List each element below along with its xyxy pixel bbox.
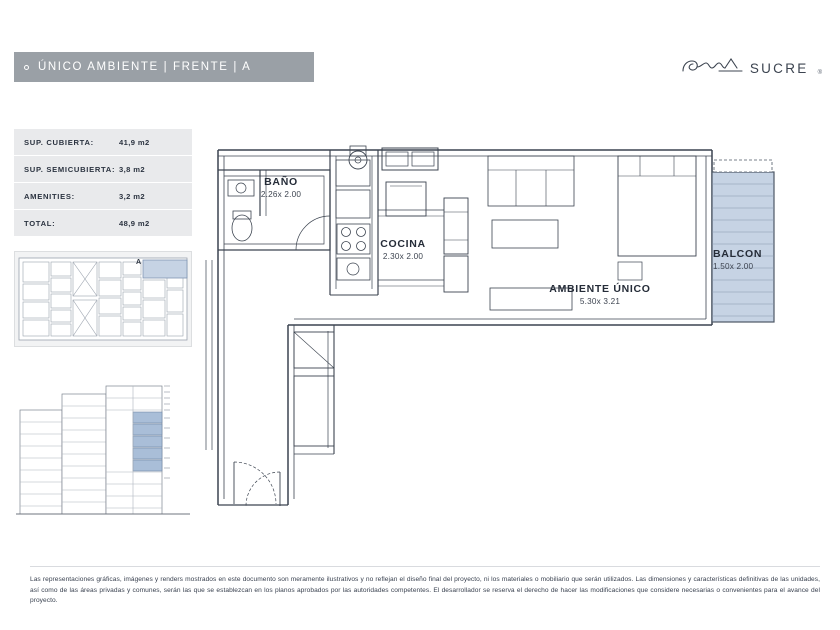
brand-name: SUCRE: [749, 61, 809, 76]
spec-label: AMENITIES:: [24, 191, 75, 201]
registered-mark: ®: [817, 70, 822, 76]
spec-value: 3,2 m2: [119, 191, 146, 201]
room-dimensions: 5.30x 3.21: [579, 297, 621, 307]
room-name: BALCON: [713, 248, 763, 260]
room-label-cocina: [358, 238, 448, 262]
table-row: [14, 156, 192, 183]
footer-divider: [30, 566, 820, 567]
room-dimensions: 2.30x 2.00: [382, 252, 424, 262]
table-row: [14, 183, 192, 210]
brand-logo: [681, 54, 822, 76]
room-name: COCINA: [380, 238, 426, 250]
brand-script-icon: [681, 54, 743, 76]
area-spec-table: [14, 128, 192, 237]
table-row: [14, 129, 192, 156]
table-row: [14, 210, 192, 237]
unit-header-bar: [14, 52, 314, 82]
room-label-ambiente-unico: [520, 283, 680, 307]
legal-disclaimer: Las representaciones gráficas, imágenes y renders mostrados en este documento son meramente ilustrativos y no reflejan el diseño final del proyecto, ni los materiales o mobiliario que serán utilizados. Las dimensiones y características definitivas de las unidades, así como de las áreas privadas y comunes, serán las que se establezcan en los planos aprobados por las autoridades competentes. El desarrollador se reserva el derecho de hacer las modificaciones que considere necesarias o convenientes para el avance del proyecto.: [30, 576, 820, 605]
room-name: AMBIENTE ÚNICO: [549, 283, 651, 295]
room-dimensions: 1.50x 2.00: [713, 262, 754, 272]
spec-value: 48,9 m2: [119, 218, 150, 228]
floor-keyplan: [14, 251, 192, 347]
spec-label: SUP. CUBIERTA:: [24, 137, 94, 147]
room-label-bano: [236, 176, 326, 200]
spec-value: 3,8 m2: [119, 164, 146, 174]
page-title: ÚNICO AMBIENTE | FRENTE | A: [38, 61, 252, 73]
spec-value: 41,9 m2: [119, 137, 150, 147]
spec-label: SUP. SEMICUBIERTA:: [24, 164, 116, 174]
spec-label: TOTAL:: [24, 218, 56, 228]
keyplan-unit-marker: A: [136, 259, 142, 266]
circle-outline-icon: [24, 65, 29, 70]
room-name: BAÑO: [264, 176, 298, 188]
building-elevation: [14, 372, 192, 527]
room-label-balcon: [713, 248, 795, 272]
room-dimensions: 2.26x 2.00: [260, 190, 302, 200]
